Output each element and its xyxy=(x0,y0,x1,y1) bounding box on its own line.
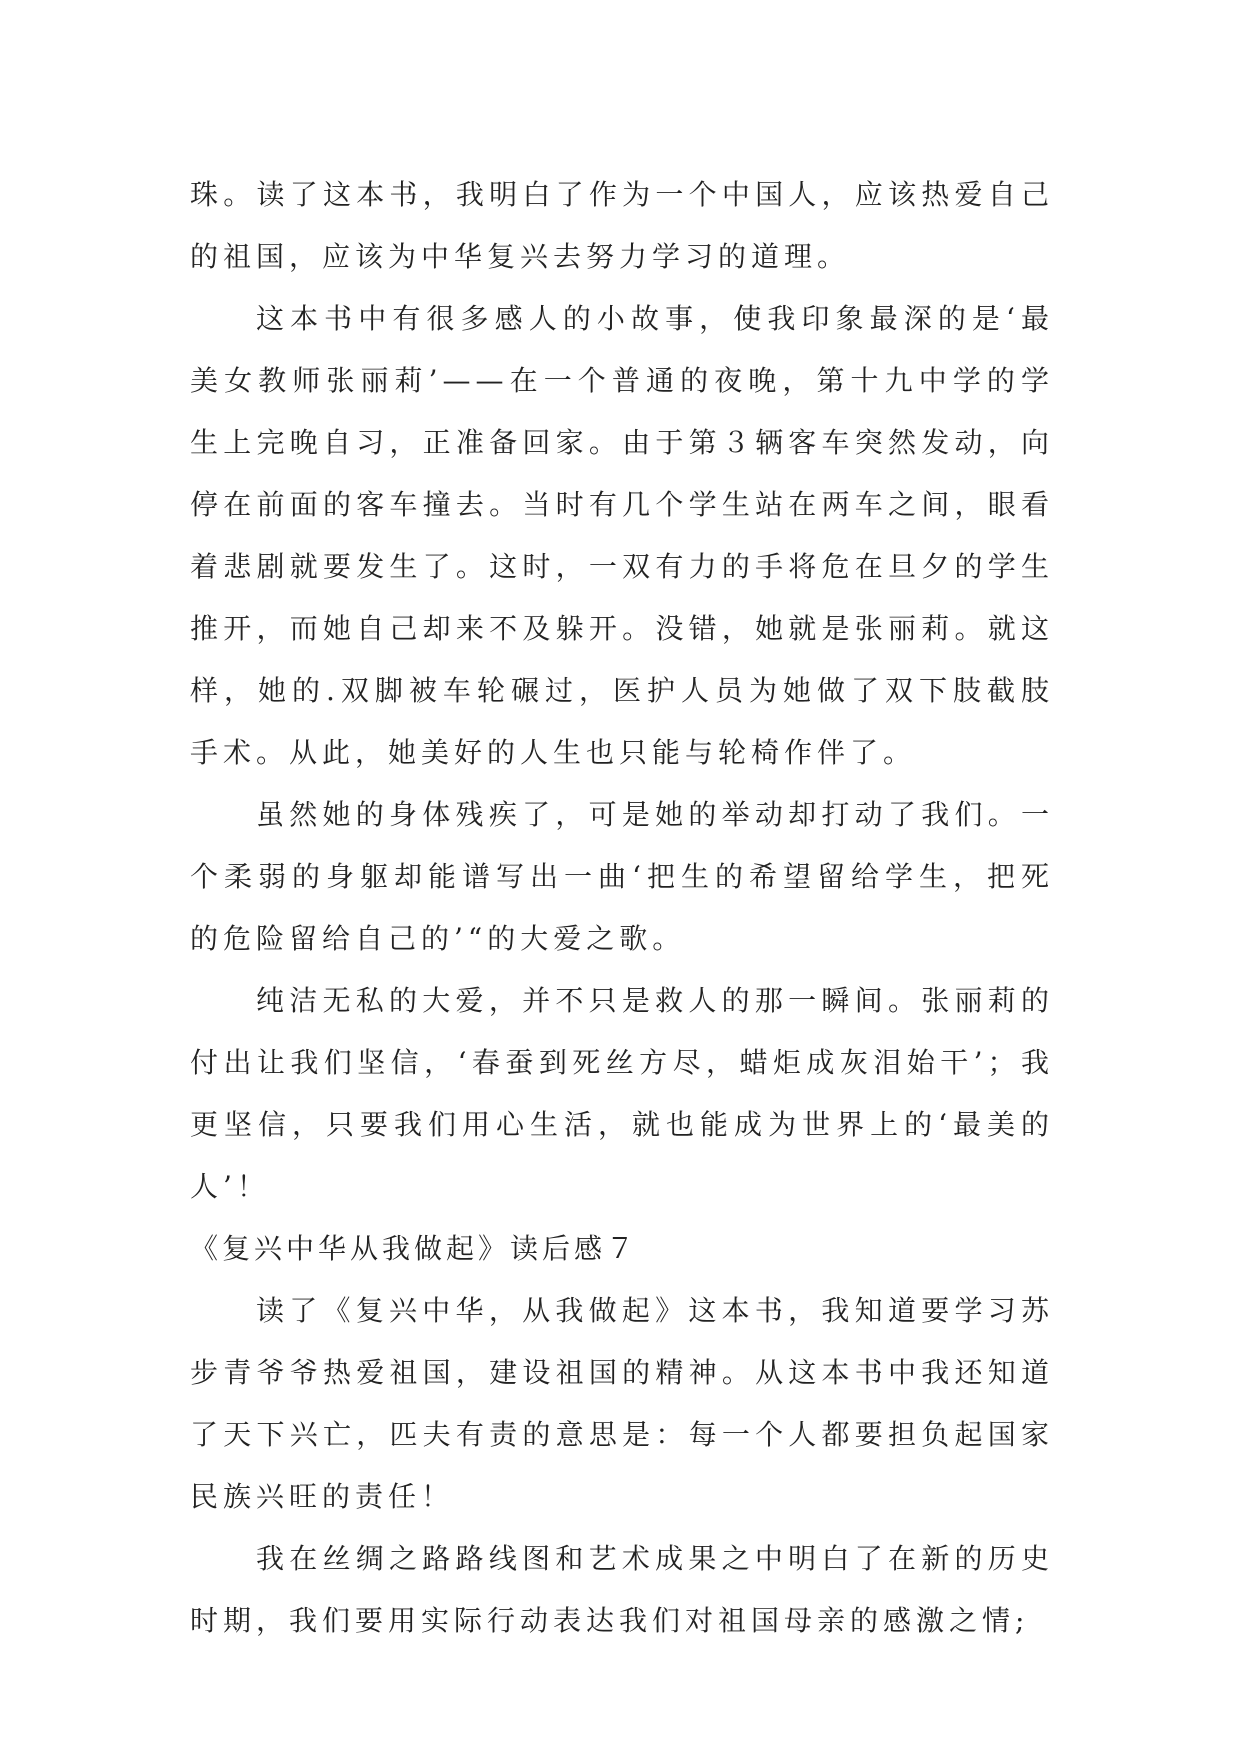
document-body xyxy=(190,164,1054,1652)
paragraph-4: 纯洁无私的大爱，并不只是救人的那一瞬间。张丽莉的付出让我们坚信，‘春蚕到死丝方尽，蜡炬成灰泪始干’；我更坚信，只要我们用心生活，就也能成为世界上的‘最美的人’！ xyxy=(190,984,1054,1203)
section-paragraph-2: 我在丝绸之路路线图和艺术成果之中明白了在新的历史时期，我们要用实际行动表达我们对祖国母亲的感激之情; xyxy=(190,1542,1054,1637)
paragraph-2: 这本书中有很多感人的小故事，使我印象最深的是‘最美女教师张丽莉’——在一个普通的夜晚，第十九中学的学生上完晚自习，正准备回家。由于第３辆客车突然发动，向停在前面的客车撞去。当时有几个学生站在两车之间，眼看着悲剧就要发生了。这时，一双有力的手将危在旦夕的学生推开，而她自己却来不及躲开。没错，她就是张丽莉。就这样，她的.双脚被车轮碾过，医护人员为她做了双下肢截肢手术。从此，她美好的人生也只能与轮椅作伴了。 xyxy=(190,302,1054,769)
section-heading: 《复兴中华从我做起》读后感７ xyxy=(190,1232,639,1265)
paragraph-3: 虽然她的身体残疾了，可是她的举动却打动了我们。一个柔弱的身躯却能谱写出一曲‘把生的希望留给学生，把死的危险留给自己的’“的大爱之歌。 xyxy=(190,798,1054,955)
paragraph-1: 珠。读了这本书，我明白了作为一个中国人，应该热爱自己的祖国，应该为中华复兴去努力学习的道理。 xyxy=(190,178,1054,273)
section-paragraph-1: 读了《复兴中华，从我做起》这本书，我知道要学习苏步青爷爷热爱祖国，建设祖国的精神。从这本书中我还知道了天下兴亡，匹夫有责的意思是：每一个人都要担负起国家民族兴旺的责任！ xyxy=(190,1294,1054,1513)
